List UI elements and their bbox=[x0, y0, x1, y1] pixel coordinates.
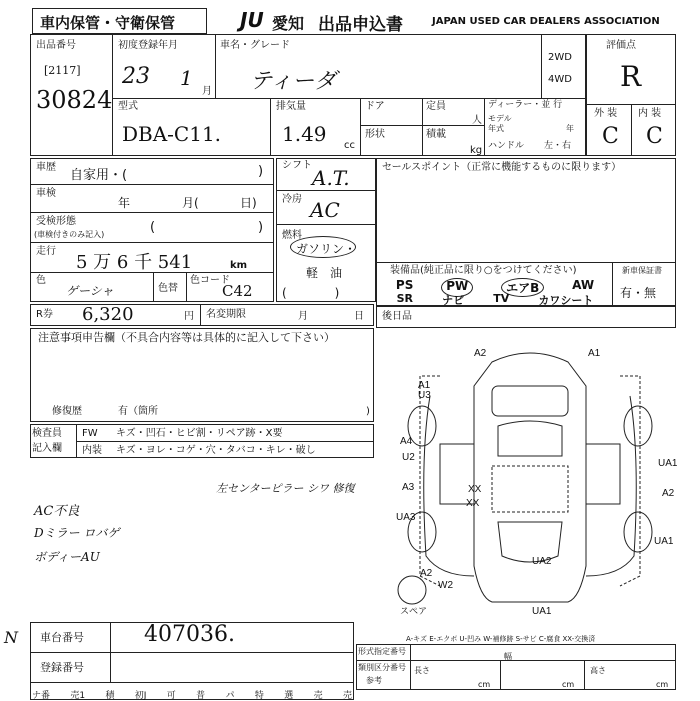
equip-sr: SR bbox=[396, 292, 413, 305]
mileage-label: 走行 bbox=[36, 246, 56, 257]
recycle-month: 月 bbox=[298, 311, 308, 322]
capacity-label: 定員 bbox=[426, 101, 446, 112]
rating-int: C bbox=[646, 124, 663, 149]
mark-14: UA2 bbox=[532, 556, 552, 567]
receive-open: ( bbox=[150, 220, 156, 235]
rating-ext: C bbox=[602, 124, 619, 149]
rating-label: 評価点 bbox=[606, 40, 636, 51]
lot-number: 30824 bbox=[36, 86, 113, 114]
bottom-cell: 売 bbox=[342, 691, 352, 701]
equipment-label: 装備品(純正品に限り○をつけてください) bbox=[390, 265, 577, 276]
load-unit: kg bbox=[470, 145, 483, 156]
history-close: ) bbox=[258, 164, 264, 179]
reg-month-unit: 月 bbox=[202, 86, 212, 97]
mark-7: A3 bbox=[402, 482, 415, 493]
color-repaint: 色替 bbox=[158, 283, 178, 294]
mark-10: A2 bbox=[662, 488, 675, 499]
bottom-cell: ナ番 bbox=[32, 691, 51, 701]
reg-year: 23 bbox=[122, 64, 150, 89]
model-value: ティーダ bbox=[250, 69, 337, 94]
recycle-label: R券 bbox=[36, 309, 53, 320]
history-label: 車歴 bbox=[36, 162, 56, 173]
mark-9: UA1 bbox=[658, 458, 678, 469]
fuel-oval bbox=[290, 236, 356, 258]
bottom-cell: 普 bbox=[196, 691, 206, 701]
mark-13: W2 bbox=[438, 580, 453, 591]
reg-month: 1 bbox=[180, 66, 193, 90]
storage-label: 車内保管・守衛保管 bbox=[40, 14, 176, 32]
bottom-cell: 初J bbox=[134, 691, 147, 701]
equip-aw: AW bbox=[572, 278, 595, 292]
mark-5: A4 bbox=[400, 436, 413, 447]
regno-label: 登録番号 bbox=[40, 661, 84, 674]
bottom-cell: パ bbox=[225, 691, 235, 701]
mark-8: UA3 bbox=[396, 512, 416, 523]
dims-spec: 形式指定番号 bbox=[358, 647, 406, 656]
mark-4: U3 bbox=[418, 390, 431, 401]
recycle-value: 6,320 bbox=[82, 304, 134, 325]
inspector-inner: 内装 bbox=[82, 445, 102, 456]
inspection-month: 月( bbox=[182, 196, 199, 210]
xx-1: XX bbox=[468, 484, 482, 495]
bottom-cell: 積 bbox=[105, 691, 115, 701]
type-value: DBA-C11. bbox=[122, 122, 222, 146]
dims-width-cm: cm bbox=[562, 680, 575, 689]
inspector-fw: FW bbox=[82, 428, 98, 439]
form-title: 出品申込書 bbox=[318, 15, 403, 35]
mileage-value: 5 万 6 千 541 bbox=[76, 252, 193, 273]
inspector-inner-opts: キズ・ヨレ・コゲ・穴・タバコ・キレ・破し bbox=[116, 445, 316, 456]
dealer-l2: モデル bbox=[488, 114, 512, 123]
notes-label: 注意事項申告欄（不具合内容等は具体的に記入して下さい） bbox=[38, 331, 335, 344]
chassis-value: 407036. bbox=[144, 622, 235, 647]
inspection-day: 日) bbox=[240, 196, 257, 210]
lot-label: 出品番号 bbox=[36, 40, 76, 51]
dims-ref: 参考 bbox=[366, 676, 382, 685]
chassis-label: 車台番号 bbox=[40, 631, 84, 644]
car-damage-diagram bbox=[380, 336, 680, 626]
org-name: 愛知 bbox=[272, 14, 305, 33]
remark-3: Dミラー ロバゲ bbox=[34, 526, 120, 540]
color-code: C42 bbox=[222, 282, 253, 300]
lot-sub: [2117] bbox=[44, 64, 81, 77]
equip-pw: PW bbox=[441, 278, 473, 297]
inspector-l2: 記入欄 bbox=[32, 443, 62, 454]
rating-ext-label: 外 装 bbox=[594, 108, 618, 119]
remark-4: ボディーAU bbox=[34, 550, 100, 564]
dims-len-cm: cm bbox=[478, 680, 491, 689]
inspector-fw-opts: キズ・凹石・ヒビ割・リペア跡・X要 bbox=[116, 428, 283, 439]
warranty-label: 新車保証書 bbox=[622, 266, 662, 275]
dealer-handle: ハンドル bbox=[488, 141, 525, 151]
remark-1: 左センターピラー シワ 修復 bbox=[216, 482, 355, 495]
bottom-cells bbox=[32, 688, 352, 701]
displacement-value: 1.49 bbox=[282, 122, 327, 146]
inspector-l1: 検査員 bbox=[32, 428, 62, 439]
dims-class: 類別区分番号 bbox=[358, 663, 406, 672]
history-value: 自家用・( bbox=[70, 168, 128, 183]
recycle-expiry: 名変期限 bbox=[206, 309, 246, 320]
aircon-value: AC bbox=[310, 198, 340, 222]
model-label: 車名・グレード bbox=[220, 40, 290, 51]
drive-4wd: 4WD bbox=[548, 74, 572, 85]
displacement-unit: cc bbox=[344, 140, 355, 151]
dims-height: 高さ bbox=[590, 666, 606, 675]
chassis-prefix: N bbox=[4, 628, 18, 647]
rating-value: R bbox=[620, 60, 642, 93]
sales-label: セールスポイント（正常に機能するものに限ります） bbox=[382, 162, 622, 173]
repair-label: 修復歴 bbox=[52, 406, 82, 417]
mark-1: A2 bbox=[474, 348, 487, 359]
equip-navi: ナビ bbox=[442, 294, 465, 307]
recycle-unit: 円 bbox=[184, 311, 194, 322]
dealer-l3: 年式 bbox=[488, 124, 504, 133]
inspection-label: 車検 bbox=[36, 188, 56, 199]
capacity-unit: 人 bbox=[472, 115, 482, 126]
fuel-options: ガソリン・ bbox=[296, 242, 357, 256]
bottom-cell: 可 bbox=[166, 691, 176, 701]
aircon-label: 冷房 bbox=[282, 194, 302, 205]
displacement-label: 排気量 bbox=[276, 101, 306, 112]
receive-close: ) bbox=[258, 220, 264, 235]
mark-12: A2 bbox=[420, 568, 433, 579]
receive-sub: (車検付きのみ記入) bbox=[34, 230, 105, 239]
color-code-label: 色コード bbox=[190, 275, 230, 286]
door-label: ドア bbox=[365, 101, 385, 112]
mark-15: UA1 bbox=[532, 606, 552, 617]
inspection-year: 年 bbox=[118, 196, 131, 210]
equip-tv: TV bbox=[493, 292, 510, 305]
shift-label: シフト bbox=[282, 160, 312, 171]
dims-height-cm: cm bbox=[656, 680, 669, 689]
receive-label: 受検形態 bbox=[36, 216, 76, 227]
xx-2: XX bbox=[466, 498, 480, 509]
spare-label: スペア bbox=[400, 606, 428, 616]
equip-leather: カワシート bbox=[538, 294, 594, 307]
mileage-unit: km bbox=[230, 260, 248, 271]
bottom-cell: 選 bbox=[284, 691, 294, 701]
dims-width: 幅 bbox=[504, 652, 512, 661]
legend: A-キズ E-エクボ U-凹み W-補修跡 S-サビ C-腐食 XX-交換済 bbox=[406, 635, 596, 643]
mark-3: A1 bbox=[418, 380, 431, 391]
fuel-label: 燃料 bbox=[282, 230, 302, 241]
dims-len: 長さ bbox=[414, 666, 430, 675]
mark-11: UA1 bbox=[654, 536, 674, 547]
rating-int-label: 内 装 bbox=[638, 108, 662, 119]
rear-box bbox=[376, 306, 676, 328]
shape-label: 形状 bbox=[365, 129, 385, 140]
repair-options: 有（箇所 bbox=[118, 406, 158, 417]
bottom-cell: 売 bbox=[313, 691, 323, 701]
dealer-lr: 左・右 bbox=[544, 141, 572, 151]
color-label: 色 bbox=[36, 275, 46, 286]
type-label: 型式 bbox=[118, 101, 138, 112]
fuel-paren: ( ) bbox=[282, 286, 340, 300]
reg-label: 初度登録年月 bbox=[118, 40, 178, 51]
rear-label: 後日品 bbox=[382, 311, 412, 322]
equip-airbag: エアB bbox=[501, 278, 544, 297]
bottom-cell: 特 bbox=[254, 691, 264, 701]
mark-2: A1 bbox=[588, 348, 601, 359]
dealer-l4: 年 bbox=[566, 124, 574, 133]
mark-6: U2 bbox=[402, 452, 415, 463]
equip-ps: PS bbox=[395, 278, 414, 292]
dealer-l1: ディーラー・並 行 bbox=[488, 100, 563, 110]
drive-2wd: 2WD bbox=[548, 52, 572, 63]
association-name: JAPAN USED CAR DEALERS ASSOCIATION bbox=[432, 16, 660, 27]
recycle-day: 日 bbox=[354, 311, 364, 322]
fuel-diesel: 軽 油 bbox=[306, 266, 343, 280]
remark-2: AC不良 bbox=[34, 504, 80, 519]
bottom-cell: 売1 bbox=[70, 691, 86, 701]
color-value: ゲーシャ bbox=[66, 284, 114, 298]
load-label: 積載 bbox=[426, 129, 446, 140]
shift-value: A.T. bbox=[312, 166, 350, 190]
repair-close: ) bbox=[366, 406, 370, 417]
ju-logo: JU bbox=[240, 8, 264, 32]
warranty-value: 有・無 bbox=[620, 286, 657, 300]
